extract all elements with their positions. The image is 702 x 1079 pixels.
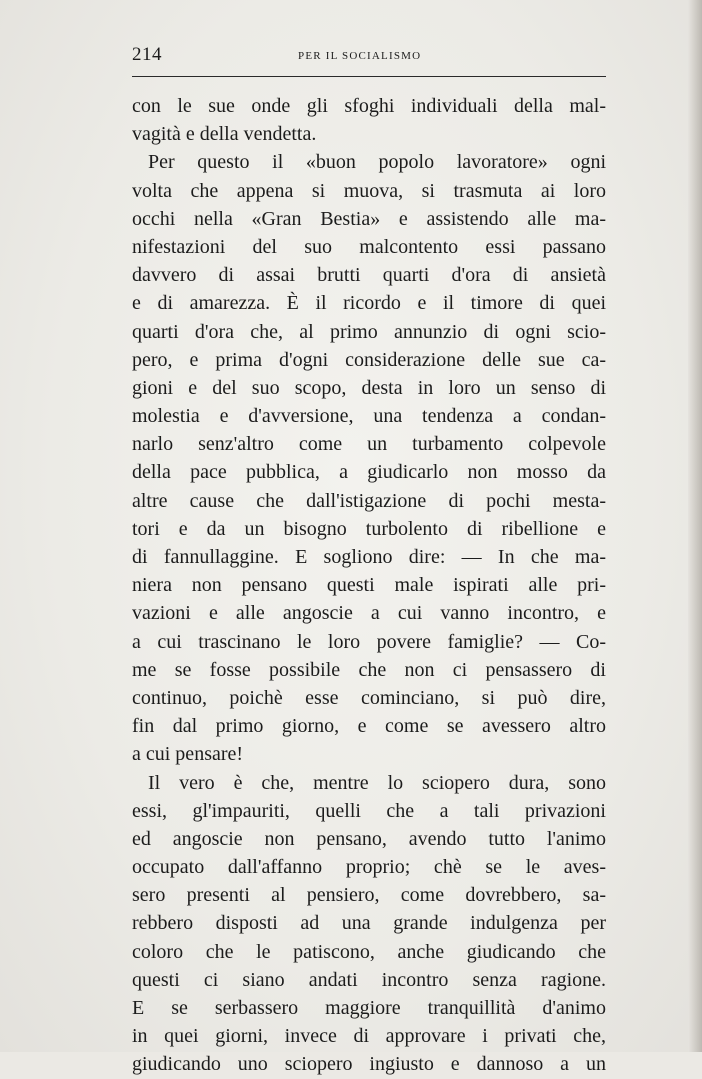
text-line: narlo senz'altro come un turbamento colpevole	[132, 433, 606, 456]
text-line: altre cause che dall'istigazione di pochi mesta-	[132, 489, 606, 512]
text-line: quarti d'ora che, al primo annunzio di ogni scio-	[132, 320, 606, 343]
text-line: nifestazioni del suo malcontento essi passano	[132, 235, 606, 258]
text-line: sero presenti al pensiero, come dovrebbero, sa-	[132, 884, 606, 907]
text-line: continuo, poichè esse cominciano, si può dire,	[132, 686, 606, 709]
text-line: e di amarezza. È il ricordo e il timore di quei	[132, 292, 606, 315]
text-line: giudicando uno sciopero ingiusto e dannoso a un	[132, 1053, 606, 1076]
running-head: PER IL SOCIALISMO	[298, 50, 422, 62]
text-line: tori e da un bisogno turbolento di ribellione e	[132, 517, 606, 540]
text-line: E se serbassero maggiore tranquillità d'animo	[132, 997, 606, 1019]
text-line: fin dal primo giorno, e come se avessero altro	[132, 715, 606, 738]
page-header	[132, 44, 606, 70]
text-line: Per questo il «buon popolo lavoratore» ogni	[148, 151, 606, 174]
text-line: di fannullaggine. E sogliono dire: — In che ma-	[132, 546, 606, 568]
header-rule	[132, 76, 606, 77]
text-line: davvero di assai brutti quarti d'ora di ansietà	[132, 264, 606, 287]
text-line: essi, gl'impauriti, quelli che a tali privazioni	[132, 799, 606, 822]
text-line: a cui pensare!	[132, 743, 244, 766]
text-line: occhi nella «Gran Bestia» e assistendo alle ma-	[132, 207, 606, 230]
text-line: pero, e prima d'ogni considerazione delle sue ca-	[132, 348, 606, 371]
text-line: con le sue onde gli sfoghi individuali della mal-	[132, 95, 606, 117]
text-line: coloro che le patiscono, anche giudicando che	[132, 940, 606, 963]
text-line: vagità e della vendetta.	[132, 123, 317, 146]
text-line: questi ci siano andati incontro senza ragione.	[132, 968, 606, 991]
text-line: occupato dall'affanno proprio; chè se le aves-	[132, 856, 606, 879]
text-line: gioni e del suo scopo, desta in loro un senso di	[132, 376, 606, 399]
text-line: vazioni e alle angoscie a cui vanno incontro, e	[132, 602, 606, 625]
text-line: rebbero disposti ad una grande indulgenza per	[132, 912, 606, 935]
text-line: in quei giorni, invece di approvare i privati che,	[132, 1025, 606, 1048]
text-line: ed angoscie non pensano, avendo tutto l'animo	[132, 827, 606, 850]
text-line: molestia e d'avversione, una tendenza a condan-	[132, 405, 606, 428]
text-line: me se fosse possibile che non ci pensassero di	[132, 658, 606, 681]
page-edge-shadow	[688, 0, 702, 1052]
text-line: a cui trascinano le loro povere famiglie? — Co-	[132, 630, 606, 653]
page-number: 214	[132, 44, 162, 65]
text-line: Il vero è che, mentre lo sciopero dura, sono	[148, 771, 606, 794]
text-line: niera non pensano questi male ispirati alle pri-	[132, 574, 606, 597]
text-line: della pace pubblica, a giudicarlo non mosso da	[132, 461, 606, 484]
text-line: volta che appena si muova, si trasmuta ai loro	[132, 179, 606, 202]
body-text	[132, 92, 606, 1079]
